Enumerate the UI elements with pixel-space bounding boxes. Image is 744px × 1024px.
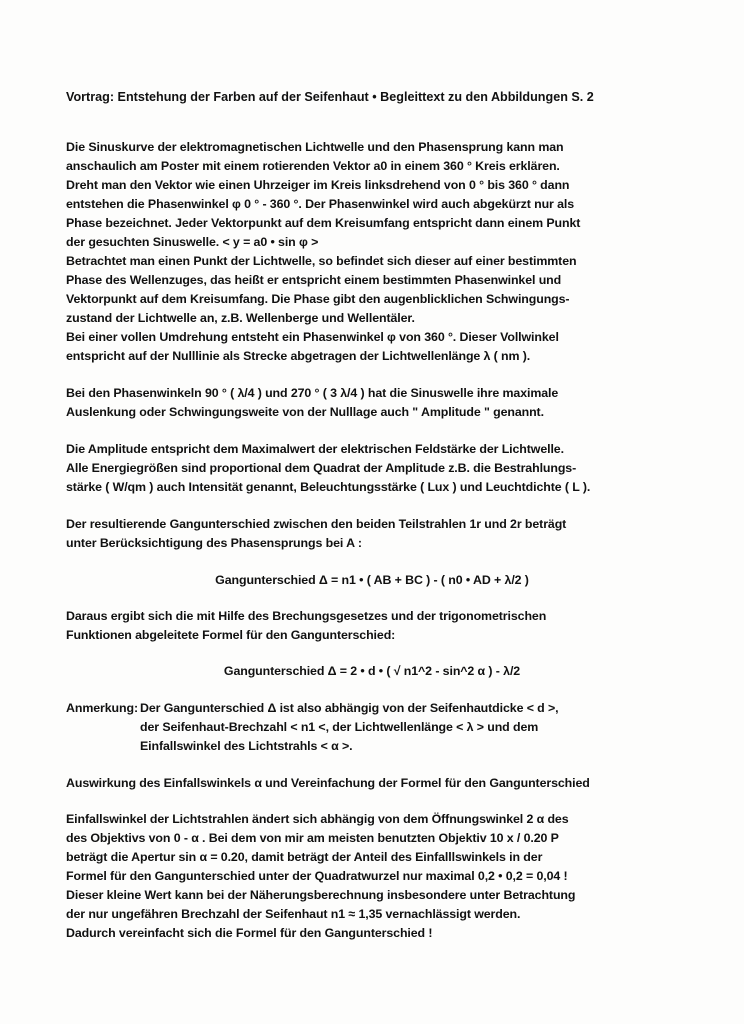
text-line: Bei den Phasenwinkeln 90 ° ( λ/4 ) und 270 ° ( 3 λ/4 ) hat die Sinuswelle ihre maximale bbox=[66, 386, 559, 400]
text-line: Die Amplitude entspricht dem Maximalwert der elektrischen Feldstärke der Lichtwelle. bbox=[66, 442, 564, 456]
formula-path-difference: Gangunterschied Δ = n1 • ( AB + BC ) - ( n0 • AD + λ/2 ) bbox=[215, 573, 529, 587]
text-line: Die Sinuskurve der elektromagnetischen Lichtwelle und den Phasensprung kann man bbox=[66, 140, 564, 154]
text-line: entspricht auf der Nulllinie als Strecke abgetragen der Lichtwellenlänge λ ( nm ). bbox=[66, 349, 531, 363]
text-line: Betrachtet man einen Punkt der Lichtwelle, so befindet sich dieser auf einer bestimmten bbox=[66, 254, 577, 268]
text-line: zustand der Lichtwelle an, z.B. Wellenberge und Wellentäler. bbox=[66, 311, 415, 325]
text-line: Bei einer vollen Umdrehung entsteht ein Phasenwinkel φ von 360 °. Dieser Vollwinkel bbox=[66, 330, 559, 344]
text-line: Phase bezeichnet. Jeder Vektorpunkt auf dem Kreisumfang entspricht dann einem Punkt bbox=[66, 216, 581, 230]
text-line: Funktionen abgeleitete Formel für den Gangunterschied: bbox=[66, 628, 396, 642]
text-line: der nur ungefähren Brechzahl der Seifenhaut n1 ≈ 1,35 vernachlässigt werden. bbox=[66, 907, 521, 921]
text-line: Vektorpunkt auf dem Kreisumfang. Die Phase gibt den augenblicklichen Schwingungs- bbox=[66, 292, 570, 306]
text-line: unter Berücksichtigung des Phasensprungs bei A : bbox=[66, 536, 362, 550]
section-heading: Auswirkung des Einfallswinkels α und Vereinfachung der Formel für den Gangunterschied bbox=[66, 776, 590, 790]
text-line: Dieser kleine Wert kann bei der Näherungsberechnung insbesondere unter Betrachtung bbox=[66, 888, 576, 902]
formula-derived: Gangunterschied Δ = 2 • d • ( √ n1^2 - sin^2 α ) - λ/2 bbox=[223, 664, 521, 678]
text-line: des Objektivs von 0 - α . Bei dem von mir am meisten benutzten Objektiv 10 x / 0.20 P bbox=[66, 831, 559, 845]
text-line: anschaulich am Poster mit einem rotierenden Vektor a0 in einem 360 ° Kreis erklären. bbox=[66, 159, 560, 173]
text-line: Alle Energiegrößen sind proportional dem Quadrat der Amplitude z.B. die Bestrahlungs- bbox=[66, 461, 577, 475]
text-line: Dadurch vereinfacht sich die Formel für den Gangunterschied ! bbox=[66, 926, 433, 940]
page-header: Vortrag: Entstehung der Farben auf der Seifenhaut • Begleittext zu den Abbildungen S. 2 bbox=[66, 90, 594, 104]
text-line: Phase des Wellenzuges, das heißt er entspricht einem bestimmten Phasenwinkel und bbox=[66, 273, 562, 287]
note-label: Anmerkung: bbox=[66, 701, 138, 715]
text-line: stärke ( W/qm ) auch Intensität genannt, Beleuchtungsstärke ( Lux ) und Leuchtdichte ( L ). bbox=[66, 480, 591, 494]
text-line: der gesuchten Sinuswelle. < y = a0 • sin φ > bbox=[66, 235, 319, 249]
text-line: Der Gangunterschied Δ ist also abhängig von der Seifenhautdicke < d >, bbox=[140, 701, 559, 715]
text-line: Auslenkung oder Schwingungsweite von der Nulllage auch " Amplitude " genannt. bbox=[66, 405, 544, 419]
text-line: beträgt die Apertur sin α = 0.20, damit beträgt der Anteil des Einfalllswinkels in der bbox=[66, 850, 543, 864]
text-line: Daraus ergibt sich die mit Hilfe des Brechungsgesetzes und der trigonometrischen bbox=[66, 609, 547, 623]
text-line: Dreht man den Vektor wie einen Uhrzeiger im Kreis linksdrehend von 0 ° bis 360 ° dann bbox=[66, 178, 570, 192]
text-line: Einfallswinkel der Lichtstrahlen ändert sich abhängig von dem Öffnungswinkel 2 α des bbox=[66, 812, 569, 826]
text-line: Der resultierende Gangunterschied zwischen den beiden Teilstrahlen 1r und 2r beträgt bbox=[66, 517, 567, 531]
text-line: Einfallswinkel des Lichtstrahls < α >. bbox=[140, 739, 353, 753]
text-line: Formel für den Gangunterschied unter der Quadratwurzel nur maximal 0,2 • 0,2 = 0,04 ! bbox=[66, 869, 568, 883]
text-line: der Seifenhaut-Brechzahl < n1 <, der Lichtwellenlänge < λ > und dem bbox=[140, 720, 539, 734]
text-line: entstehen die Phasenwinkel φ 0 ° - 360 °. Der Phasenwinkel wird auch abgekürzt nur als bbox=[66, 197, 575, 211]
